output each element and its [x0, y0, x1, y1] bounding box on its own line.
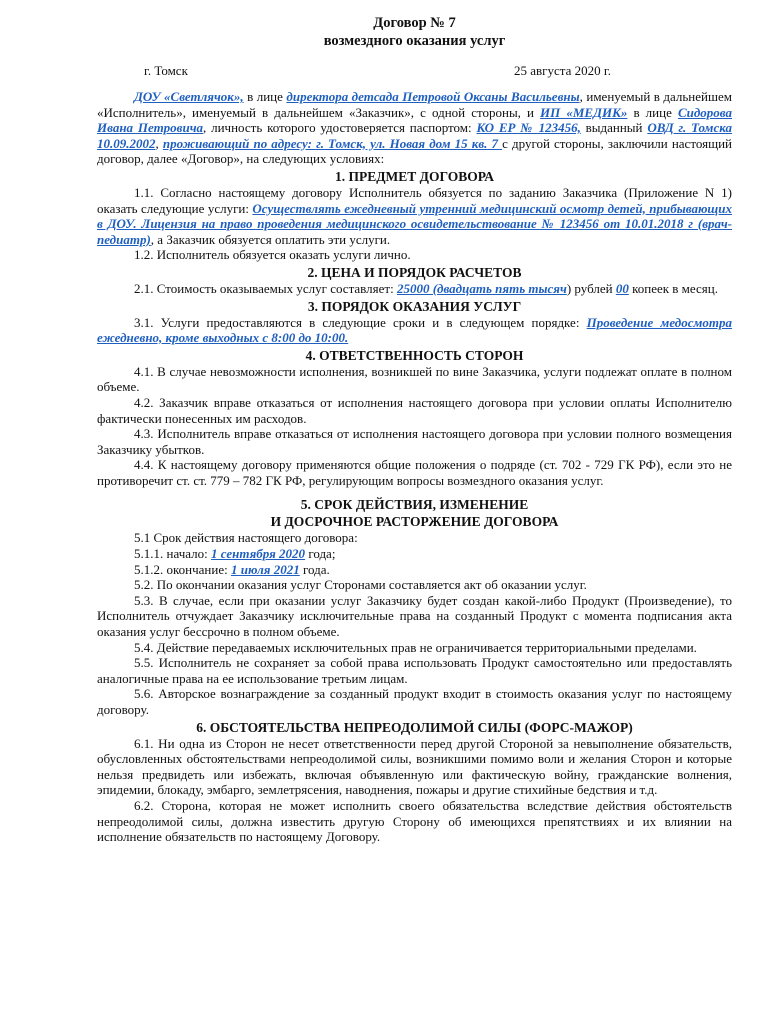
clause-6-2: 6.2. Сторона, которая не может исполнить своего обязательства вследствие действия обстоятельств непреодолимой силы, должна известить другую Сторону об имеющихся препятствиях и их влиянии на исполнение обязательств по настоящему Договору.: [97, 797, 732, 845]
clause-1-2: 1.2. Исполнитель обязуется оказать услуги лично.: [134, 247, 411, 263]
clause-1-1: [97, 185, 732, 247]
passport-field[interactable]: КО ЕР № 123456,: [476, 120, 581, 136]
clause-5-5: 5.5. Исполнитель не сохраняет за собой права использовать Продукт самостоятельно или предоставлять аналогичные права на ее использование третьим лицам.: [97, 655, 732, 686]
clause-5-3: 5.3. В случае, если при оказании услуг Заказчику будет создан какой-либо Продукт (Произведение), то Исполнитель отчуждает Заказчику исключительные права на созданный Продукт с момента подписания акта оказания услуг бессрочно в полном объеме.: [97, 592, 732, 640]
clause-5-4: 5.4. Действие передаваемых исключительных прав не ограничивается территориальными пределами.: [134, 639, 697, 655]
clause-6-1: 6.1. Ни одна из Сторон не несет ответственности перед другой Стороной за невыполнение обязательств, обусловленных обстоятельствами непреодолимой силы, возникшими помимо воли и желания Сторон и которые нельзя предвидеть или избежать, включая объявленную или фактическую войну, гражданские волнения, эпидемии, блокаду, эмбарго, землетрясения, наводнения, пожары и другие стихийные бедствия и т.д.: [97, 735, 732, 798]
customer-name-field[interactable]: ИП «МЕДИК»: [540, 104, 628, 120]
clause-text: года;: [305, 546, 336, 562]
intro-paragraph: [97, 89, 732, 167]
clause-5-1-1: [97, 546, 732, 562]
clause-text: 5.1.2. окончание:: [134, 561, 231, 577]
services-field[interactable]: Осуществлять ежедневный утренний медицинский осмотр детей, прибывающих в ДОУ. Лицензия на право проведения медицинского освидетельствование № 123456 от 10.01.2018 г (врач-педиатр): [97, 200, 732, 247]
clause-text: 1.1. Согласно настоящему договору Исполнитель обязуется по заданию Заказчика (Приложение N 1) оказать следующие услуги:: [97, 184, 732, 216]
section-3-heading: 3. ПОРЯДОК ОКАЗАНИЯ УСЛУГ: [307, 298, 522, 314]
section-5-heading-line1: 5. СРОК ДЕЙСТВИЯ, ИЗМЕНЕНИЕ: [300, 497, 529, 513]
section-4-heading: 4. ОТВЕТСТВЕННОСТЬ СТОРОН: [305, 347, 524, 363]
clause-text: 2.1. Стоимость оказываемых услуг составляет:: [134, 280, 397, 296]
clause-text: года.: [299, 561, 330, 577]
clause-text: ) рублей: [566, 280, 616, 296]
clause-3-1: [97, 315, 732, 346]
clause-text: копеек в месяц.: [628, 280, 718, 296]
end-date-field[interactable]: 1 июля 2021: [230, 561, 300, 577]
address-field[interactable]: проживающий по адресу: г. Томск, ул. Новая дом 15 кв. 7: [162, 135, 503, 151]
doc-subtitle: возмездного оказания услуг: [323, 33, 506, 49]
clause-4-2: 4.2. Заказчик вправе отказаться от исполнения настоящего договора при условии оплаты Исполнителю фактически понесенных им расходов.: [97, 394, 732, 426]
section-5-heading-line2: И ДОСРОЧНОЕ РАСТОРЖЕНИЕ ДОГОВОРА: [270, 514, 559, 530]
customer-rep-field[interactable]: Сидорова Ивана Петровича: [97, 104, 733, 136]
clause-text: , а Заказчик обязуется оплатить эти услуги.: [150, 231, 391, 247]
amount-field[interactable]: 25000 (двадцать пять тысяч: [396, 280, 567, 296]
place-date-row: [97, 63, 732, 81]
contractor-name-field[interactable]: ДОУ «Светлячок»,: [134, 89, 244, 104]
schedule-field[interactable]: Проведение медосмотра ежедневно, кроме выходных с 8:00 до 10:00.: [97, 314, 733, 346]
intro-text: ,: [155, 135, 163, 151]
intro-text: , именуемый в дальнейшем «Исполнитель», именуемый в дальнейшем «Заказчик», с одной стороны, и: [97, 89, 733, 120]
city: г. Томск: [144, 63, 188, 78]
section-6-heading: 6. ОБСТОЯТЕЛЬСТВА НЕПРЕОДОЛИМОЙ СИЛЫ (ФОРС-МАЖОР): [196, 719, 633, 735]
clause-4-1: 4.1. В случае невозможности исполнения, возникшей по вине Заказчика, услуги подлежат оплате в полном объеме.: [97, 363, 732, 395]
clause-4-4: 4.4. К настоящему договору применяются общие положения о подряде (ст. 702 - 729 ГК РФ), если это не противоречит ст. ст. 779 – 782 ГК РФ, регулирующим вопросы возмездного оказания услуг.: [97, 457, 732, 488]
intro-text: с другой стороны, заключили настоящий договор, далее «Договор», на следующих условиях:: [97, 135, 732, 167]
section-1-heading: 1. ПРЕДМЕТ ДОГОВОРА: [335, 168, 494, 184]
clause-text: 3.1. Услуги предоставляются в следующие сроки и в следующем порядке:: [134, 314, 587, 330]
clause-text: 5.1.1. начало:: [134, 546, 211, 562]
clause-5-6: 5.6. Авторское вознаграждение за созданный продукт входит в стоимость оказания услуг по настоящему договору.: [97, 686, 732, 717]
intro-text: выданный: [580, 120, 648, 136]
intro-text: в лице: [627, 104, 678, 120]
section-2-heading: 2. ЦЕНА И ПОРЯДОК РАСЧЕТОВ: [307, 264, 522, 280]
doc-title: Договор № 7: [373, 15, 456, 31]
contractor-rep-field[interactable]: директора детсада Петровой Оксаны Васильевны: [286, 89, 580, 104]
contract-date: 25 августа 2020 г.: [514, 63, 611, 78]
clause-4-3: 4.3. Исполнитель вправе отказаться от исполнения настоящего договора при условии полного возмещения Заказчику убытков.: [97, 426, 732, 457]
clause-5-2: 5.2. По окончании оказания услуг Сторонами составляется акт об оказании услуг.: [134, 577, 587, 593]
clause-5-1-2: [97, 562, 732, 578]
intro-text: , личность которого удостоверяется паспортом:: [203, 120, 477, 136]
start-date-field[interactable]: 1 сентября 2020: [210, 546, 306, 562]
intro-text: в лице: [243, 89, 287, 104]
issued-by-field[interactable]: ОВД г. Томска 10.09.2002: [97, 120, 732, 151]
kopecks-field[interactable]: 00: [615, 280, 629, 296]
clause-5-1: 5.1 Срок действия настоящего договора:: [134, 530, 358, 546]
clause-2-1: [97, 281, 732, 297]
